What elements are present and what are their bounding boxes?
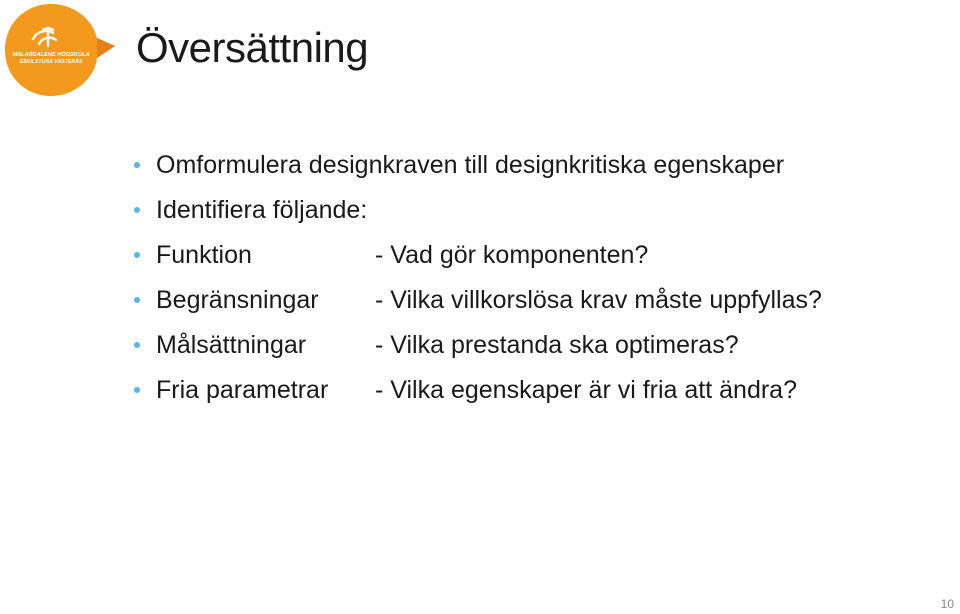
bullet-text: Omformulera designkraven till designkritiska egenskaper: [156, 151, 785, 179]
bullet-term: Fria parametrar: [156, 376, 329, 404]
bullet-description: - Vilka egenskaper är vi fria att ändra?: [375, 376, 797, 404]
bullet-item: [134, 188, 822, 233]
bullet-icon: [134, 162, 140, 168]
slide-title: Översättning: [136, 24, 369, 71]
bullet-term: Målsättningar: [156, 331, 307, 359]
bullet-description: - Vilka prestanda ska optimeras?: [375, 331, 739, 359]
bullet-icon: [134, 297, 140, 303]
bullet-item: [134, 323, 822, 368]
bullet-description: - Vilka villkorslösa krav måste uppfyllas?: [375, 286, 822, 314]
bullet-item: [134, 143, 822, 188]
bullet-item: [134, 233, 822, 278]
bullet-term: Funktion: [156, 241, 252, 269]
bullet-icon: [134, 387, 140, 393]
bullet-item: [134, 278, 822, 323]
bullet-description: - Vad gör komponenten?: [375, 241, 649, 269]
page-number: 10: [940, 597, 954, 611]
bullet-item: [134, 368, 822, 413]
bullet-icon: [134, 207, 140, 213]
bullet-icon: [134, 342, 140, 348]
bullet-icon: [134, 252, 140, 258]
logo-text-line2: ESKILSTUNA VÄSTERÅS: [19, 59, 83, 65]
bullet-term: Begränsningar: [156, 286, 319, 314]
university-logo: [3, 2, 117, 98]
bullet-list: [134, 143, 822, 413]
logo-text-line1: MÄLARDALENS HÖGSKOLA: [12, 52, 90, 58]
bullet-text: Identifiera följande:: [156, 196, 368, 224]
